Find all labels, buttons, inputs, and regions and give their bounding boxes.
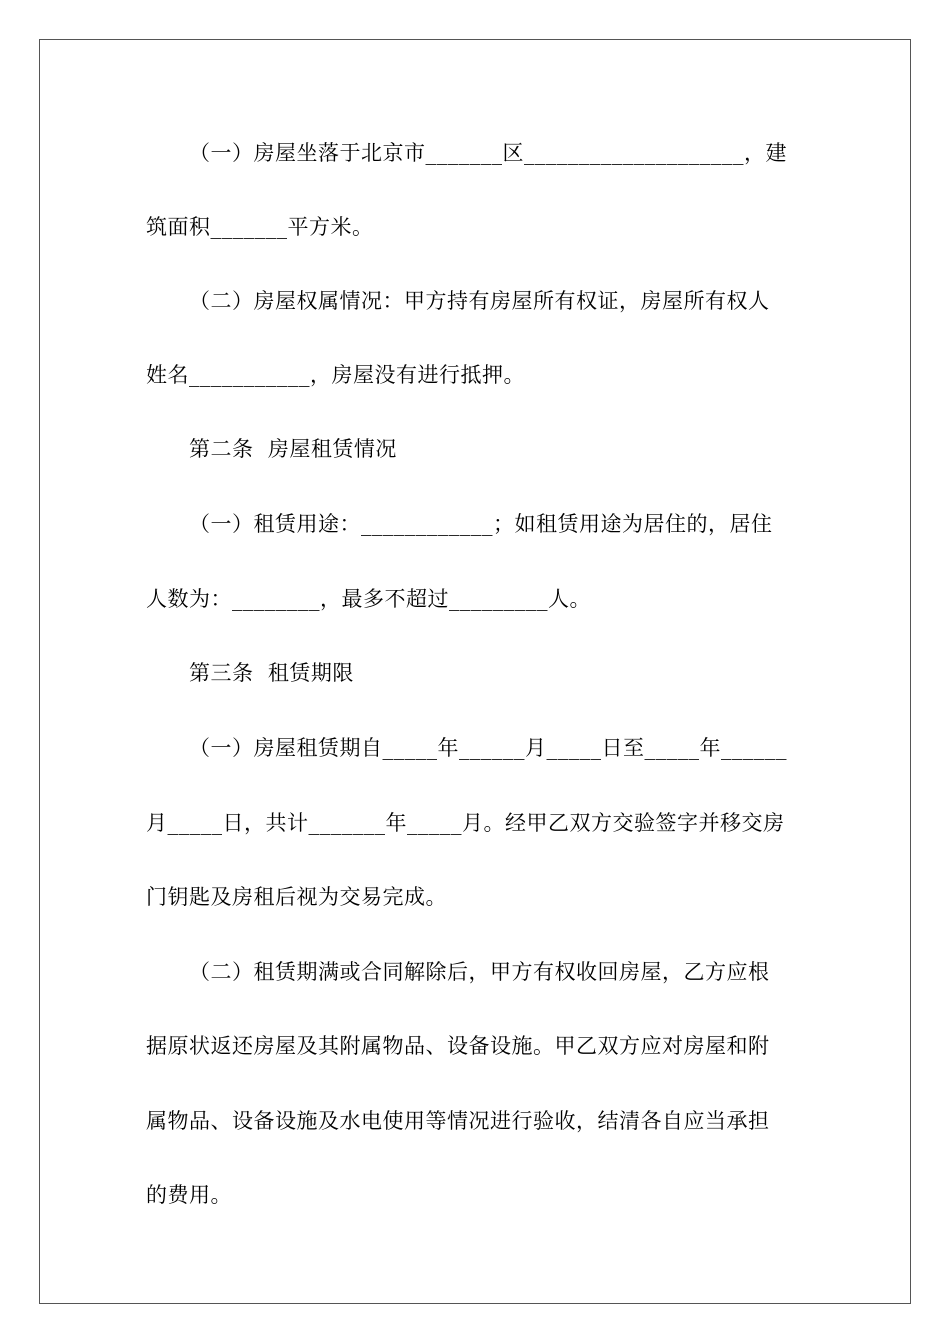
paragraph-location-line-1: （一）房屋坐落于北京市_______区____________________，建 (189, 141, 787, 165)
paragraph-term-line-1: （一）房屋租赁期自_____年______月_____日至_____年______ (189, 736, 787, 760)
paragraph-location-line-2: 筑面积_______平方米。 (146, 215, 374, 239)
paragraph-expiry-line-2: 据原状返还房屋及其附属物品、设备设施。甲乙双方应对房屋和附 (146, 1034, 770, 1058)
paragraph-term-line-2: 月_____日，共计_______年_____月。经甲乙双方交验签字并移交房 (146, 811, 785, 835)
section-heading-article-2: 第二条 房屋租赁情况 (189, 437, 397, 461)
paragraph-ownership-line-2: 姓名___________，房屋没有进行抵押。 (146, 363, 525, 387)
paragraph-expiry-line-3: 属物品、设备设施及水电使用等情况进行验收，结清各自应当承担 (146, 1109, 770, 1133)
section-heading-article-3: 第三条 租赁期限 (189, 661, 354, 685)
paragraph-usage-line-2: 人数为：________，最多不超过_________人。 (146, 587, 591, 611)
paragraph-term-line-3: 门钥匙及房租后视为交易完成。 (146, 885, 447, 909)
paragraph-expiry-line-4: 的费用。 (146, 1183, 232, 1207)
paragraph-ownership-line-1: （二）房屋权属情况：甲方持有房屋所有权证，房屋所有权人 (189, 289, 770, 313)
paragraph-usage-line-1: （一）租赁用途：____________；如租赁用途为居住的，居住 (189, 512, 773, 536)
paragraph-expiry-line-1: （二）租赁期满或合同解除后，甲方有权收回房屋，乙方应根 (189, 960, 770, 984)
